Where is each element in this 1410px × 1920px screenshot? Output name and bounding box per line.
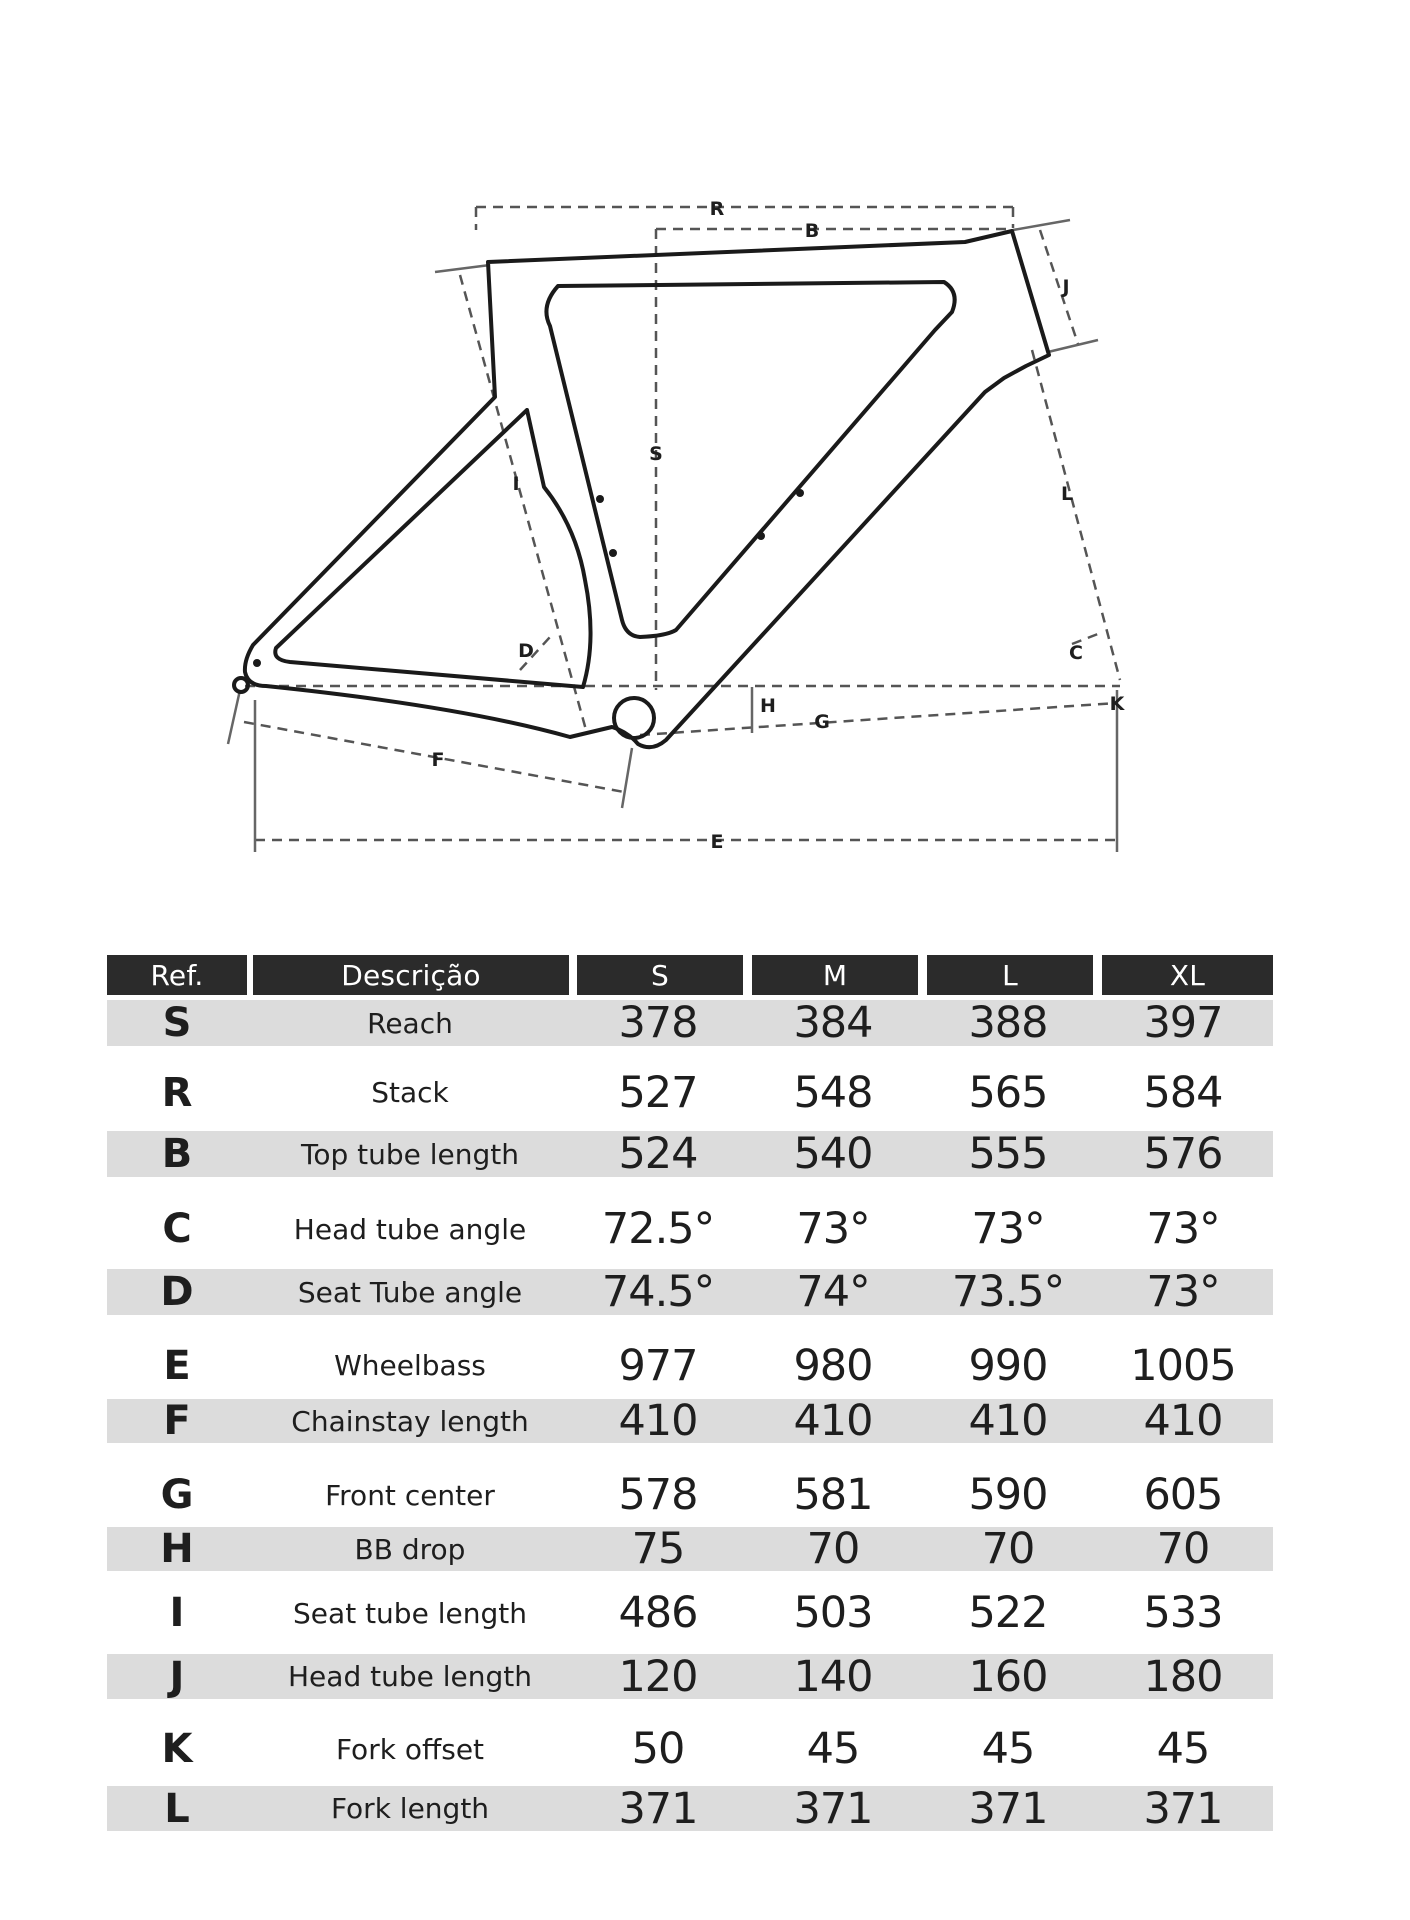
dim-line-j xyxy=(1040,230,1078,344)
value-cell-l: 590 xyxy=(968,1470,1048,1520)
value-cell-l: 388 xyxy=(968,998,1048,1048)
table-row xyxy=(107,1580,1273,1646)
value-cell-m: 73° xyxy=(796,1204,870,1254)
table-row xyxy=(107,1199,1273,1259)
description-cell: Fork length xyxy=(330,1792,490,1825)
value-cell-l: 70 xyxy=(981,1524,1035,1574)
description-cell: Head tube length xyxy=(288,1660,532,1693)
dim-label-r: R xyxy=(709,198,725,220)
value-cell-m: 384 xyxy=(793,998,873,1048)
value-cell-s: 72.5° xyxy=(601,1204,715,1254)
value-cell-s: 371 xyxy=(618,1783,698,1834)
value-cell-m: 74° xyxy=(796,1267,870,1317)
table-row xyxy=(107,1059,1273,1126)
value-cell-l: 990 xyxy=(968,1340,1048,1391)
dim-label-h: H xyxy=(760,695,776,717)
ref-cell: J xyxy=(169,1653,185,1700)
value-cell-m: 70 xyxy=(806,1524,860,1574)
cable-port-2 xyxy=(609,549,617,557)
dim-tick-f-right xyxy=(622,748,632,808)
description-cell: Chainstay length xyxy=(291,1404,529,1438)
dim-tick-f-left xyxy=(228,690,240,744)
ref-cell: L xyxy=(164,1785,190,1832)
value-cell-s: 578 xyxy=(618,1470,698,1520)
dim-tick-j-top xyxy=(1013,220,1070,230)
dim-label-f: F xyxy=(431,749,445,771)
table-row xyxy=(107,1396,1273,1446)
table-row xyxy=(107,1269,1273,1315)
table-row xyxy=(107,1717,1273,1781)
frame-geometry-diagram xyxy=(0,0,1410,900)
cable-port-1 xyxy=(596,495,604,503)
value-cell-xl: 180 xyxy=(1143,1651,1223,1702)
header-size-xl: XL xyxy=(1102,955,1273,995)
ref-cell: B xyxy=(161,1131,193,1177)
value-cell-xl: 371 xyxy=(1143,1783,1223,1834)
bottom-bracket xyxy=(614,698,654,738)
ref-cell: R xyxy=(161,1069,193,1116)
header-description: Descrição xyxy=(253,955,569,995)
ref-cell: E xyxy=(163,1342,191,1389)
dim-label-g: G xyxy=(814,711,830,733)
value-cell-s: 378 xyxy=(618,998,698,1048)
description-cell: Seat tube length xyxy=(293,1596,527,1630)
dim-label-s: S xyxy=(649,443,663,465)
description-cell: Fork offset xyxy=(335,1732,485,1766)
header-size-s: S xyxy=(577,955,743,995)
value-cell-s: 486 xyxy=(618,1588,698,1638)
front-triangle-inner xyxy=(546,282,954,637)
value-cell-m: 45 xyxy=(806,1724,860,1774)
value-cell-xl: 70 xyxy=(1156,1524,1210,1574)
description-cell: Stack xyxy=(371,1076,449,1109)
description-cell: BB drop xyxy=(354,1532,466,1566)
dim-label-j: J xyxy=(1062,276,1070,298)
table-row xyxy=(107,1783,1273,1834)
dim-label-i: I xyxy=(512,473,520,495)
value-cell-l: 555 xyxy=(968,1129,1048,1179)
dim-tick-i-top xyxy=(435,265,490,272)
table-row xyxy=(107,1332,1273,1399)
table-row xyxy=(107,1000,1273,1046)
value-cell-xl: 533 xyxy=(1143,1588,1223,1638)
cable-port-4 xyxy=(757,532,765,540)
description-cell: Front center xyxy=(325,1478,495,1512)
header-size-l: L xyxy=(927,955,1093,995)
ref-cell: F xyxy=(163,1398,191,1444)
description-cell: Wheelbass xyxy=(334,1349,486,1382)
value-cell-m: 410 xyxy=(793,1396,873,1446)
value-cell-l: 73.5° xyxy=(951,1267,1065,1317)
dim-label-c: C xyxy=(1069,642,1083,664)
dim-tick-j-bot xyxy=(1048,340,1098,352)
value-cell-m: 371 xyxy=(793,1783,873,1834)
dim-label-e: E xyxy=(710,831,724,853)
value-cell-l: 410 xyxy=(968,1396,1048,1446)
value-cell-xl: 73° xyxy=(1146,1204,1220,1254)
value-cell-xl: 584 xyxy=(1143,1067,1223,1118)
value-cell-xl: 605 xyxy=(1143,1470,1223,1520)
ref-cell: G xyxy=(160,1472,194,1518)
description-cell: Seat Tube angle xyxy=(297,1275,523,1309)
ref-cell: C xyxy=(162,1206,192,1252)
table-row xyxy=(107,1524,1273,1574)
value-cell-xl: 73° xyxy=(1146,1267,1220,1317)
dim-label-b: B xyxy=(804,220,820,242)
dropout-bolt xyxy=(253,659,261,667)
cable-port-3 xyxy=(796,489,804,497)
ref-cell: S xyxy=(162,1000,192,1046)
table-row xyxy=(107,1651,1273,1702)
value-cell-m: 503 xyxy=(793,1588,873,1638)
value-cell-xl: 576 xyxy=(1143,1129,1223,1179)
ref-cell: D xyxy=(160,1269,194,1315)
dim-line-g xyxy=(640,703,1117,735)
value-cell-s: 50 xyxy=(631,1724,685,1774)
rear-triangle-inner xyxy=(275,410,590,687)
value-cell-s: 120 xyxy=(618,1651,698,1702)
description-cell: Reach xyxy=(367,1006,453,1040)
value-cell-s: 527 xyxy=(618,1067,698,1118)
dim-label-l: L xyxy=(1060,483,1074,505)
value-cell-l: 522 xyxy=(968,1588,1048,1638)
value-cell-s: 524 xyxy=(618,1129,698,1179)
description-cell: Head tube angle xyxy=(293,1212,527,1246)
table-row xyxy=(107,1131,1273,1177)
value-cell-l: 371 xyxy=(968,1783,1048,1834)
value-cell-xl: 1005 xyxy=(1130,1340,1236,1391)
ref-cell: K xyxy=(161,1726,193,1772)
header-size-m: M xyxy=(752,955,918,995)
value-cell-s: 410 xyxy=(618,1396,698,1446)
value-cell-m: 540 xyxy=(793,1129,873,1179)
value-cell-xl: 410 xyxy=(1143,1396,1223,1446)
value-cell-l: 73° xyxy=(971,1204,1045,1254)
description-cell: Top tube length xyxy=(300,1137,520,1171)
value-cell-l: 160 xyxy=(968,1651,1048,1702)
header-ref: Ref. xyxy=(107,955,247,995)
table-row xyxy=(107,1465,1273,1525)
dim-label-d: D xyxy=(518,640,534,662)
value-cell-m: 548 xyxy=(793,1067,873,1118)
value-cell-l: 565 xyxy=(968,1067,1048,1118)
value-cell-s: 977 xyxy=(618,1340,698,1391)
value-cell-s: 74.5° xyxy=(601,1267,715,1317)
value-cell-l: 45 xyxy=(981,1724,1035,1774)
value-cell-m: 140 xyxy=(793,1651,873,1702)
value-cell-xl: 45 xyxy=(1156,1724,1210,1774)
dim-line-l xyxy=(1032,350,1120,680)
ref-cell: I xyxy=(169,1590,185,1636)
value-cell-s: 75 xyxy=(631,1524,685,1574)
value-cell-m: 980 xyxy=(793,1340,873,1391)
value-cell-m: 581 xyxy=(793,1470,873,1520)
dim-label-k: K xyxy=(1109,693,1125,715)
value-cell-xl: 397 xyxy=(1143,998,1223,1048)
ref-cell: H xyxy=(160,1526,194,1572)
